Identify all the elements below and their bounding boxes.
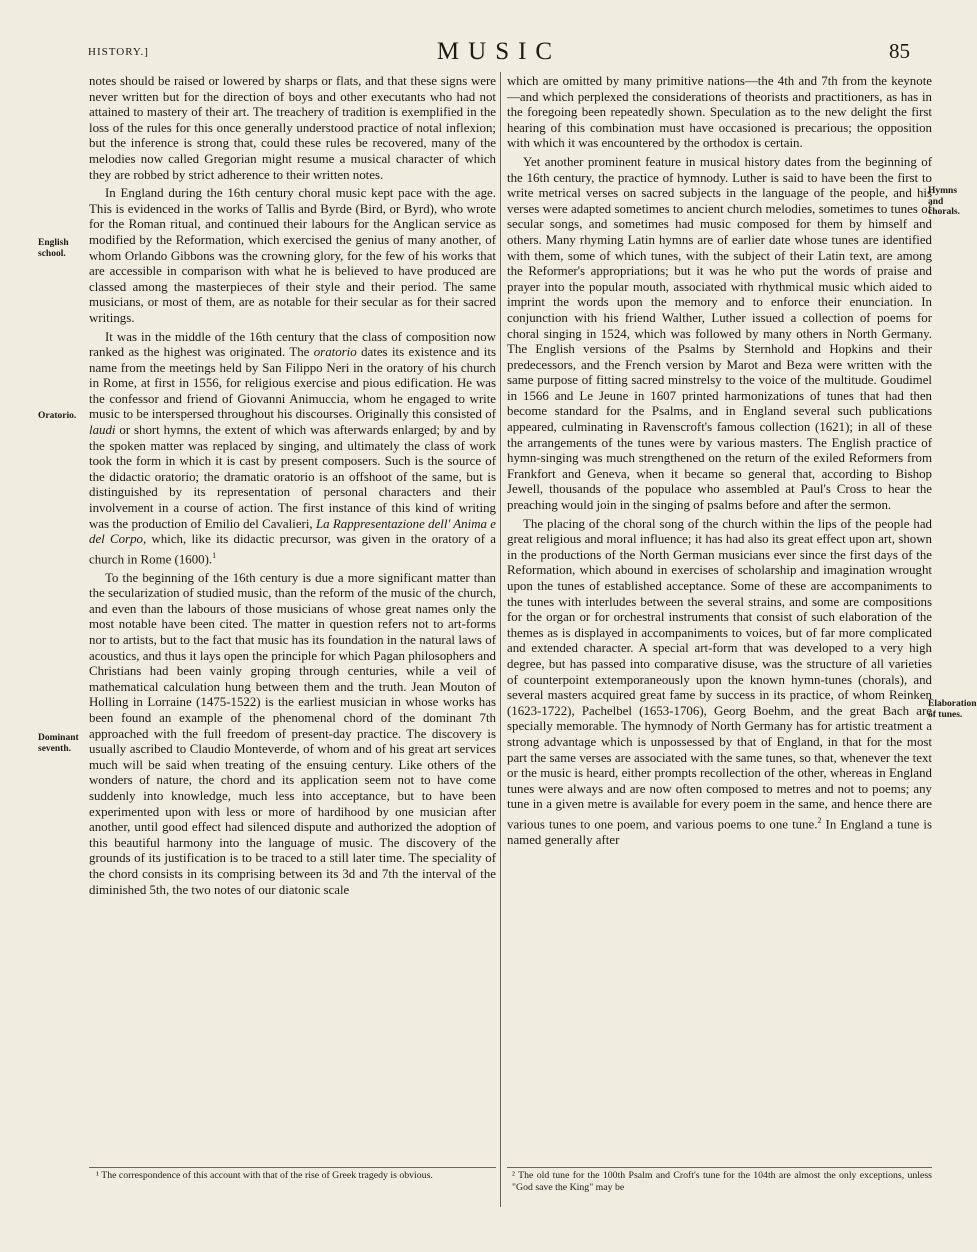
page-title: MUSIC xyxy=(436,38,562,65)
sidenote-oratorio: Oratorio. xyxy=(38,411,77,421)
page-number: 85 xyxy=(889,39,910,63)
paragraph: To the beginning of the 16th century is due a more significant matter than the secularization of studied music, than the reform of the music of the church, and even than the labours of those musicians of whose great names only the most notable have been cited. The matter in question refers not to art-forms nor to artists, but to the fact that music has its foundation in the natural laws of acoustics, and thus it lays open the principle for which Pagan philosophers and Christians had been vainly groping through centuries, while a veil of mathematical calculation hung between them and the truth. Jean Mouton of Holling in Lorraine (1475-1522) is the earliest musician in whose works has been found an example of the phenomenal chord of the dominant 7th approached with the full freedom of present-day practice. The discovery is usually ascribed to Claudio Monteverde, of whom and of his great art services much will be said when treating of the ensuing century. Like others of the wonders of nature, the chord and its application seem not to have come suddenly into knowledge, much less into acceptance, but to have been experimented upon with less or more of hardihood by one musician after another, until good effect had silenced dispute and authorized the adoption of this beautiful harmony into the language of music. The discovery of the grounds of its justification is to be traced to a still later time. The speciality of the chord consists in its comprising between its 3d and 7th the interval of the diminished 5th, the two notes of our diatonic scale xyxy=(89,570,496,897)
footnote-left: ¹ The correspondence of this account with that of the rise of Greek tragedy is obvious. xyxy=(96,1170,433,1181)
section-label: HISTORY.] xyxy=(88,46,149,58)
italic-term: laudi xyxy=(89,423,116,438)
sidenote-english-school: English school. xyxy=(38,238,69,259)
paragraph: The placing of the choral song of the church within the lips of the people had great religious and moral influence; it has had also its great effect upon art, shown in the productions of the North German musicians ever since the first days of the Reformation, which abound in exercises of scholarship and imagination wrought upon the tunes of established acceptance. Some of these are accompaniments to the tunes with interludes between the several strains, and some are compositions for the organ or for orchestral instruments that consist of such elaboration of the themes as is displayed in accompaniments to voices, but of far more complicated and extended character. A special art-form that was developed to a very high degree, but has passed into comparative disuse, was the structure of all varieties of counterpoint extemporaneously upon the known hymn-tunes (chorals), and several masters acquired great fame by success in its practice, of whom Reinken (1623-1722), Pachelbel (1653-1706), Georg Boehm, and the great Bach are specially memorable. The hymnody of North Germany has for artistic treatment a strong advantage which is unpossessed by that of England, in that for the most part the same verses are associated with the same tunes, so that, whenever the text or the music is heard, either prompts recollection of the other, whereas in England tunes were always and are now often composed to metres and not to poems; any tune in a given metre is available for every poem in the same, and hence there are various tunes to one poem, and various poems to one tune.$^2$ In England a tune is named generally after xyxy=(507,516,932,847)
left-column xyxy=(89,74,496,1168)
italic-title: La Rappresentazione dell' Anima e del Corpo xyxy=(89,516,497,547)
paragraph: notes should be raised or lowered by sharps or flats, and that these signs were never written but for the direction of boys and other executants who had not attained to mastery of their art. The treachery of tradition is exemplified in the loss of the rules for this once generally understood practice of notal inflexion; but the inference is strong that, could these rules be recovered, many of the melodies now called Gregorian might resume a musical character of which they are robbed by strict adherence to their written notes. xyxy=(89,74,496,182)
italic-term: oratorio xyxy=(313,345,357,360)
sidenote-dominant-seventh: Dominant seventh. xyxy=(38,733,79,754)
right-column xyxy=(507,74,932,1168)
footnote-ref: 2 xyxy=(817,815,822,825)
page-header xyxy=(88,38,910,68)
paragraph: Yet another prominent feature in musical history dates from the beginning of the 16th century, the practice of hymnody. Luther is said to have been the first to write metrical verses on sacred subjects in the language of the people, and his verses were adapted sometimes to ancient church melodies, sometimes to tunes of secular songs, and sometimes had music composed for them by himself and others. Many rhyming Latin hymns are of earlier date whose tunes are identified with them, some of which tunes, with the subject of their Latin text, are among the Reformer's appropriations; but it was he who put the words of praise and prayer into the popular mouth, associated with rhythmical music which aided to imprint the words upon the memory and to enforce their enunciation. In conjunction with his friend Walther, Luther issued a collection of poems for choral singing in 1524, which was followed by many others in North Germany. The English versions of the Psalms by Sternhold and Hopkins and their predecessors, and the French version by Marot and Beza were written with the same purpose of fitting sacred minstrelsy to the voice of the multitude. Goudimel in 1566 and Le Jeune in 1607 printed harmonizations of tunes that had then become standard for the Psalms, and in England several such publications appeared, culminating in Ravenscroft's famous collection (1621); in all of these the arrangements of the tunes were by various masters. The English practice of hymn-singing was much strengthened on the return of the exiled Reformers from Frankfort and Geneva, when it became so general that, according to Bishop Jewell, thousands of the populace who assembled at Paul's Cross to hear the preaching would join in the singing of psalms before and after the sermon. xyxy=(507,154,932,513)
paragraph: In England during the 16th century choral music kept pace with the age. This is evidenced in the works of Tallis and Byrde (Bird, or Byrd), who wrote for the Roman ritual, and continued their labours for the Anglican service as modified by the Reformation, which exercised the genius of many another, of whom Orlando Gibbons was the crowning glory, for the few of his works that are accessible in comparison with what he is believed to have produced are classed among the masterpieces of their style and their period. The same musicians, or most of them, are as notable for their secular as for their sacred writings. xyxy=(89,186,496,325)
paragraph: It was in the middle of the 16th century that the class of composition now ranked as the highest was originated. The oratorio dates its existence and its name from the meetings held by San Filippo Neri in the oratory of his church in Rome, at first in 1556, for religious exercise and pious edification. He was the confessor and friend of Giovanni Animuccia, whom he engaged to write music to be interspersed throughout his discourses. Originally this consisted of laudi or short hymns, the extent of which was afterwards enlarged; by and by the spoken matter was replaced by singing, and ultimately the class of work took the form in which it is cast by present composers. Such is the source of the didactic oratorio; the dramatic oratorio is an offshoot of the same, but is distinguished by its representation of personal characters and their involvement in a course of action. The first instance of this kind of writing was the production of Emilio del Cavalieri, La Rappresentazione dell' Anima e del Corpo, which, like its didactic precursor, was given in the oratory of a church in Rome (1600).$^1$ xyxy=(89,329,497,567)
footnote-ref: 1 xyxy=(212,550,217,560)
footnote-right: ² The old tune for the 100th Psalm and Croft's tune for the 104th are almost the only exceptions, unless "God save the King" may be xyxy=(512,1170,932,1193)
footnote-rule xyxy=(507,1167,932,1168)
column-divider xyxy=(500,72,501,1207)
sidenote-elaboration-tunes: Elaboration of tunes. xyxy=(928,699,977,720)
paragraph: which are omitted by many primitive nations—the 4th and 7th from the keynote—and which perplexed the considerations of theorists and practitioners, as has in the foregoing been repeatedly shown. Speculation as to the new delight the first hearing of this combination must have occasioned is precarious; the opposition with which it was encountered by the orthodox is certain. xyxy=(507,74,932,151)
sidenote-hymns-chorals: Hymns and chorals. xyxy=(928,186,960,217)
footnote-rule xyxy=(89,1167,496,1168)
